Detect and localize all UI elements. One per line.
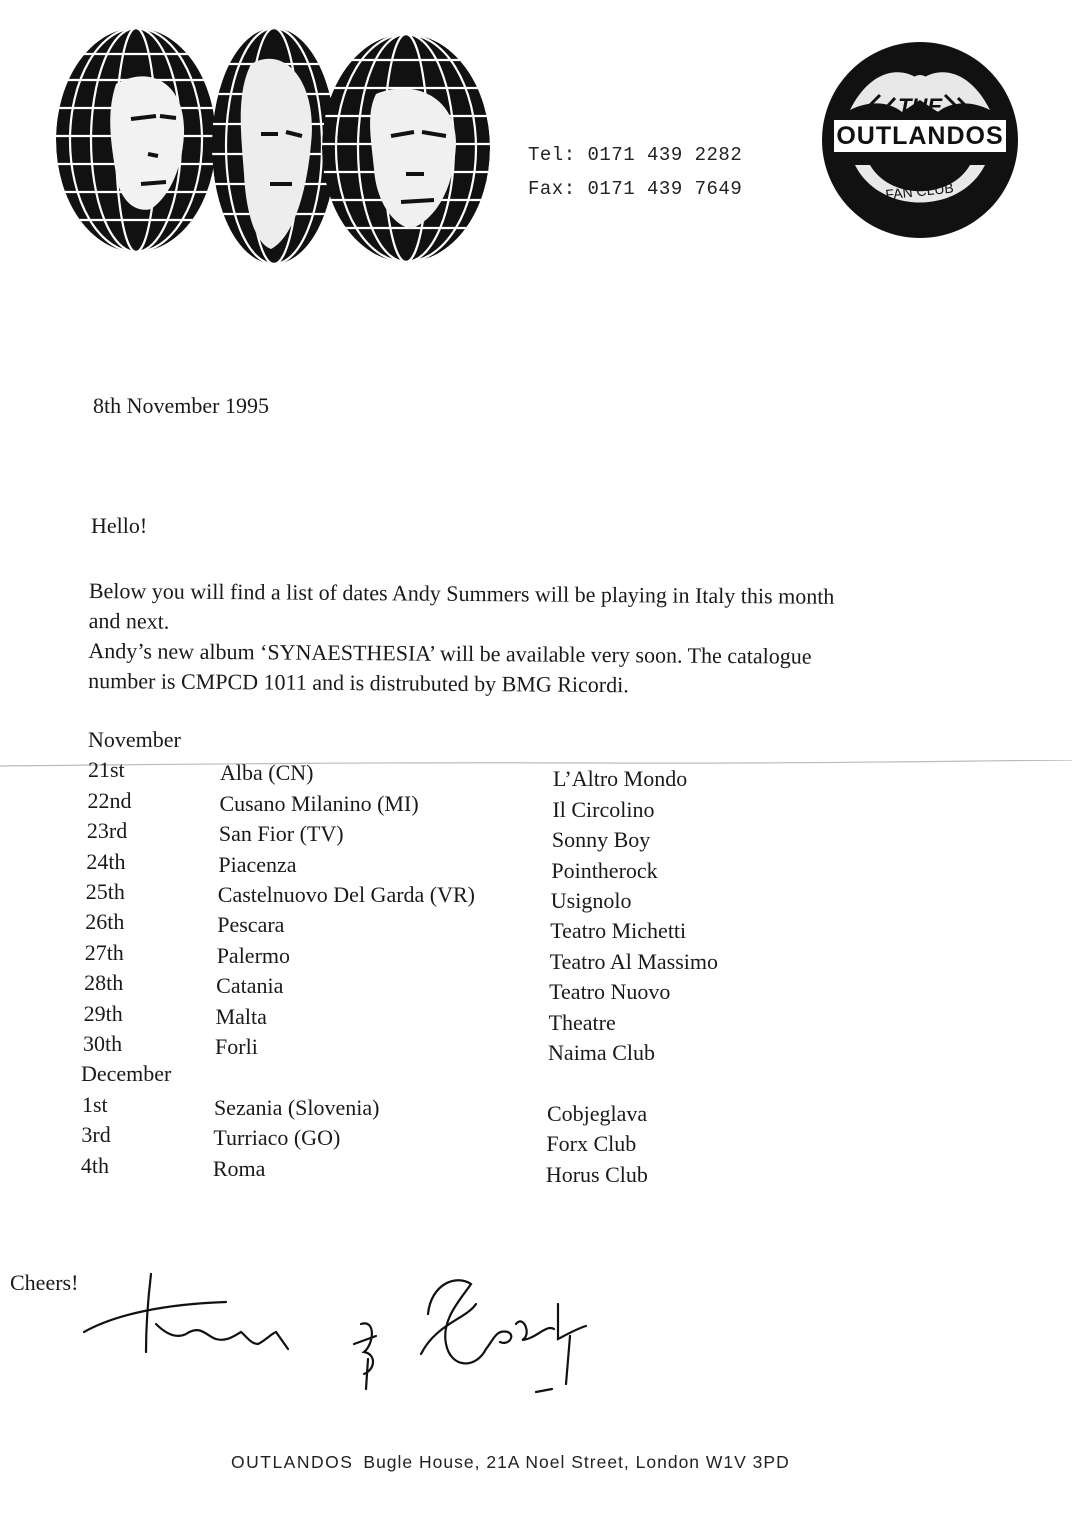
footer-org: OUTLANDOS [231, 1452, 354, 1472]
date-day: 27th [84, 939, 124, 965]
date-venue: Sonny Boy [551, 827, 651, 853]
date-venue: Il Circolino [552, 796, 655, 822]
date-venue: Theatre [548, 1009, 616, 1035]
date-place: Catania [216, 973, 284, 999]
letter-greeting: Hello! [91, 513, 148, 538]
date-venue: Pointherock [551, 857, 658, 883]
date-place: Piacenza [218, 851, 297, 877]
date-place: Palermo [216, 942, 291, 968]
date-day: 28th [84, 970, 124, 996]
month-heading: December [81, 1061, 172, 1087]
date-day: 25th [85, 879, 125, 904]
date-place: Turriaco (GO) [213, 1125, 341, 1151]
date-day: 26th [85, 909, 125, 935]
month-heading: November [88, 727, 181, 752]
date-place: Alba (CN) [220, 760, 314, 786]
date-day: 22nd [87, 787, 132, 813]
badge-outlandos-text: OUTLANDOS [836, 122, 1004, 150]
date-day: 29th [83, 1000, 123, 1026]
date-venue: Teatro Al Massimo [549, 948, 719, 974]
badge-the-text: THE [898, 94, 942, 119]
date-place: Forli [215, 1034, 258, 1059]
date-day: 24th [86, 848, 126, 874]
date-place: Sezania (Slovenia) [213, 1094, 380, 1120]
date-day: 3rd [81, 1122, 111, 1148]
intro-line-1: Below you will find a list of dates Andy Summers will be playing in Italy this month [88, 577, 835, 609]
fax-number: 0171 439 7649 [587, 178, 743, 200]
signoff-cheers: Cheers! [10, 1270, 79, 1295]
badge-fan-club-text: FAN CLUB [884, 179, 955, 203]
handwritten-signature [76, 1244, 676, 1394]
date-venue: Cobjeglava [546, 1100, 648, 1126]
date-venue: Horus Club [545, 1161, 648, 1187]
date-place: Roma [212, 1155, 266, 1181]
date-place: Malta [215, 1003, 267, 1029]
intro-line-2: and next. [88, 607, 170, 634]
date-day: 1st [81, 1091, 108, 1117]
date-day: 21st [88, 757, 125, 783]
intro-line-3: Andy’s new album ‘SYNAESTHESIA’ will be available very soon. The catalogue [88, 637, 812, 669]
date-venue: L’Altro Mondo [553, 766, 688, 792]
fax-label: Fax: [528, 178, 576, 200]
date-venue: Teatro Nuovo [549, 979, 671, 1005]
date-day: 4th [80, 1152, 109, 1178]
date-place: Castelnuovo Del Garda (VR) [217, 882, 476, 907]
date-venue: Naima Club [548, 1040, 655, 1065]
date-venue: Forx Club [546, 1131, 637, 1157]
date-day: 30th [83, 1031, 123, 1056]
date-place: Cusano Milanino (MI) [219, 790, 419, 816]
date-day: 23rd [86, 818, 128, 844]
tel-label: Tel: [528, 144, 576, 166]
date-place: Pescara [217, 912, 285, 938]
date-venue: Usignolo [550, 888, 632, 913]
date-venue: Teatro Michetti [550, 918, 687, 944]
intro-line-4: number is CMPCD 1011 and is distrubuted by BMG Ricordi. [88, 667, 629, 698]
date-place: San Fior (TV) [218, 821, 344, 847]
tel-number: 0171 439 2282 [587, 144, 743, 166]
letter-date: 8th November 1995 [93, 393, 269, 418]
footer-address: Bugle House, 21A Noel Street, London W1V 3PD [363, 1452, 790, 1472]
footer-address-line [231, 1452, 790, 1473]
